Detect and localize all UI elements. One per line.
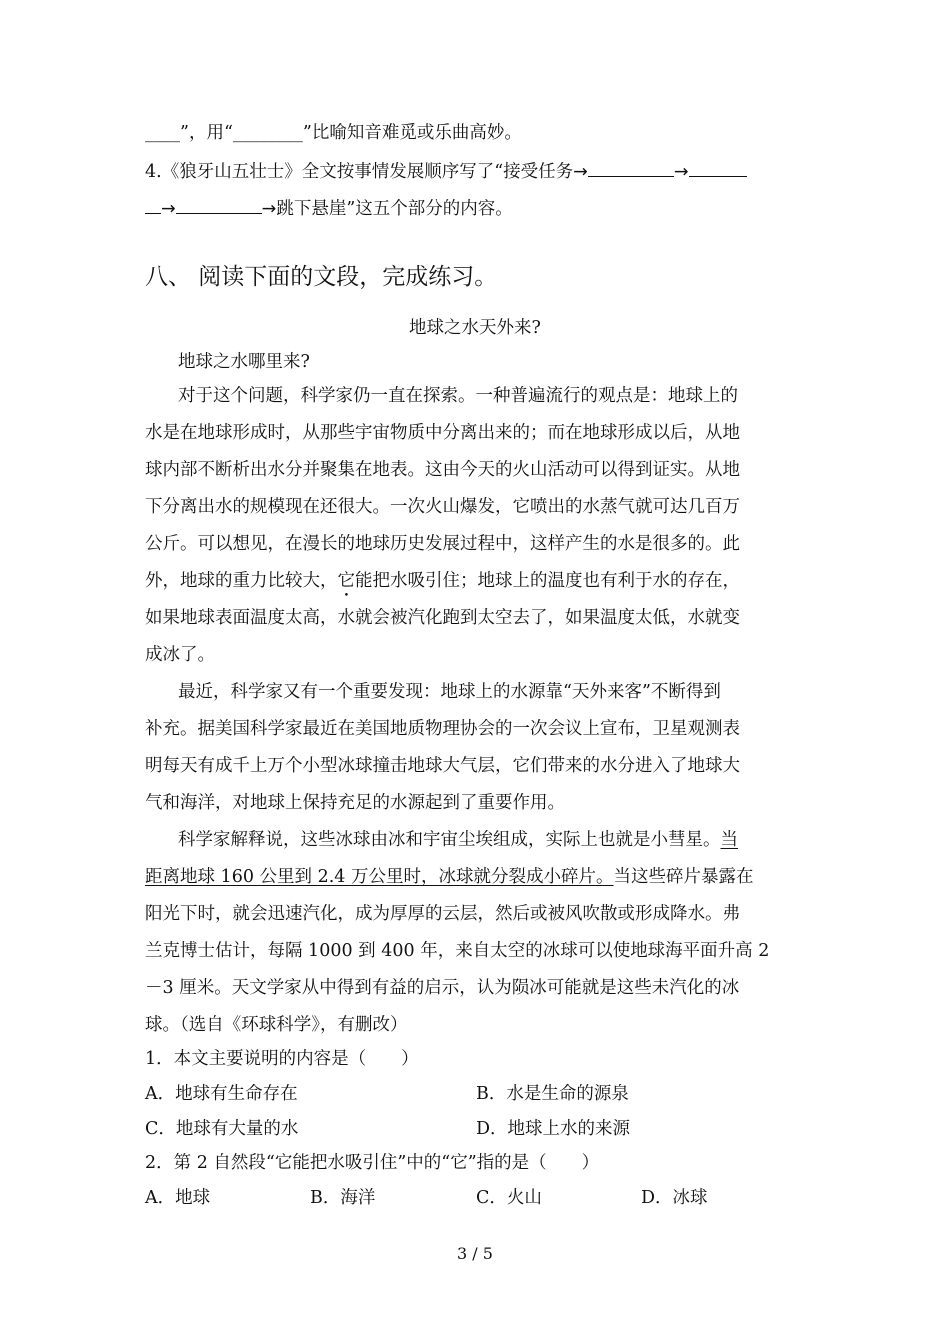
q4-blank-3[interactable] <box>176 195 262 214</box>
arrow-icon: → <box>573 162 588 182</box>
passage-p4-line: 兰克博士估计，每隔 1000 到 400 年，来自太空的冰球可以使地球海平面升高 2 <box>145 941 770 961</box>
q4-blank-2-end[interactable] <box>145 195 161 214</box>
passage-p3-line: 气和海洋，对地球上保持充足的水源起到了重要作用。 <box>145 793 565 813</box>
passage-p4-line <box>178 828 738 852</box>
question-2: 2．第 2 自然段“它能把水吸引住”中的“它”指的是（ ） <box>145 1153 600 1173</box>
passage-text: 当这些碎片暴露在 <box>613 867 754 887</box>
passage-p2-line: 水是在地球形成时，从那些宇宙物质中分离出来的；而在地球形成以后，从地 <box>145 423 740 443</box>
passage-p2-line: 成冰了。 <box>145 645 215 665</box>
passage-p1: 地球之水哪里来? <box>178 352 310 372</box>
q4-line-2 <box>145 195 513 221</box>
q2-option-a[interactable]: A．地球 <box>145 1188 211 1208</box>
article-title: 地球之水天外来? <box>409 318 541 338</box>
page-number: 3 / 5 <box>457 1244 493 1263</box>
passage-p2-line <box>145 569 740 601</box>
q4-blank-1[interactable] <box>588 158 674 177</box>
q4-blank-2-start[interactable] <box>689 158 747 177</box>
passage-p4-line <box>145 865 753 889</box>
section-heading: 八、 阅读下面的文段，完成练习。 <box>145 264 498 290</box>
passage-p3-line: 补充。据美国科学家最近在美国地质物理协会的一次会议上宣布，卫星观测表 <box>145 719 740 739</box>
passage-text: 能把水吸引住；地球上的温度也有利于水的存在， <box>355 571 740 591</box>
passage-text: 科学家解释说，这些冰球由冰和宇宙尘埃组成，实际上也就是小彗星。 <box>178 830 721 850</box>
arrow-icon: → <box>261 199 277 219</box>
q1-option-b[interactable]: B．水是生命的源泉 <box>476 1084 629 1104</box>
q3-continuation-line: ____”，用“________”比喻知音难觅或乐曲高妙。 <box>145 123 522 143</box>
q1-option-c[interactable]: C．地球有大量的水 <box>145 1119 299 1139</box>
underlined-sentence: 当 <box>720 830 738 850</box>
q2-option-d[interactable]: D．冰球 <box>641 1188 708 1208</box>
arrow-icon: → <box>161 199 176 219</box>
passage-p4-line: 阳光下时，就会迅速汽化，成为厚厚的云层，然后或被风吹散或形成降水。弗 <box>145 904 740 924</box>
passage-p4-line: 球。（选自《环球科学》，有删改） <box>145 1015 408 1035</box>
q1-option-d[interactable]: D．地球上水的来源 <box>476 1119 631 1139</box>
emphasized-word: 它 <box>337 571 355 591</box>
q4-line-1 <box>145 158 747 184</box>
q1-option-a[interactable]: A．地球有生命存在 <box>145 1084 298 1104</box>
passage-p4-line: －3 厘米。天文学家从中得到有益的启示，认为陨冰可能就是这些未汽化的冰 <box>145 978 740 998</box>
passage-p2-line: 对于这个问题，科学家仍一直在探索。一种普遍流行的观点是：地球上的 <box>178 386 738 406</box>
q2-option-c[interactable]: C．火山 <box>476 1188 542 1208</box>
passage-p2-line: 下分离出水的规模现在还很大。一次火山爆发，它喷出的水蒸气就可达几百万 <box>145 497 740 517</box>
passage-p3-line: 明每天有成千上万个小型冰球撞击地球大气层，它们带来的水分进入了地球大 <box>145 756 740 776</box>
passage-p2-line: 如果地球表面温度太高，水就会被汽化跑到太空去了，如果温度太低，水就变 <box>145 608 740 628</box>
q2-option-b[interactable]: B．海洋 <box>310 1188 376 1208</box>
passage-p2-line: 球内部不断析出水分并聚集在地表。这由今天的火山活动可以得到证实。从地 <box>145 460 740 480</box>
passage-p2-line: 公斤。可以想见，在漫长的地球历史发展过程中，这样产生的水是很多的。此 <box>145 534 740 554</box>
q4-text-start: 4.《狼牙山五壮士》全文按事情发展顺序写了“接受任务 <box>145 162 574 182</box>
question-1: 1．本文主要说明的内容是（ ） <box>145 1049 419 1069</box>
passage-text: 外，地球的重力比较大， <box>145 571 338 591</box>
q4-text-end: 跳下悬崖”这五个部分的内容。 <box>276 199 513 219</box>
arrow-icon: → <box>673 162 689 182</box>
underlined-sentence: 距离地球 160 公里到 2.4 万公里时，冰球就分裂成小碎片。 <box>145 867 614 887</box>
passage-p3-line: 最近，科学家又有一个重要发现：地球上的水源靠“天外来客”不断得到 <box>178 682 721 702</box>
